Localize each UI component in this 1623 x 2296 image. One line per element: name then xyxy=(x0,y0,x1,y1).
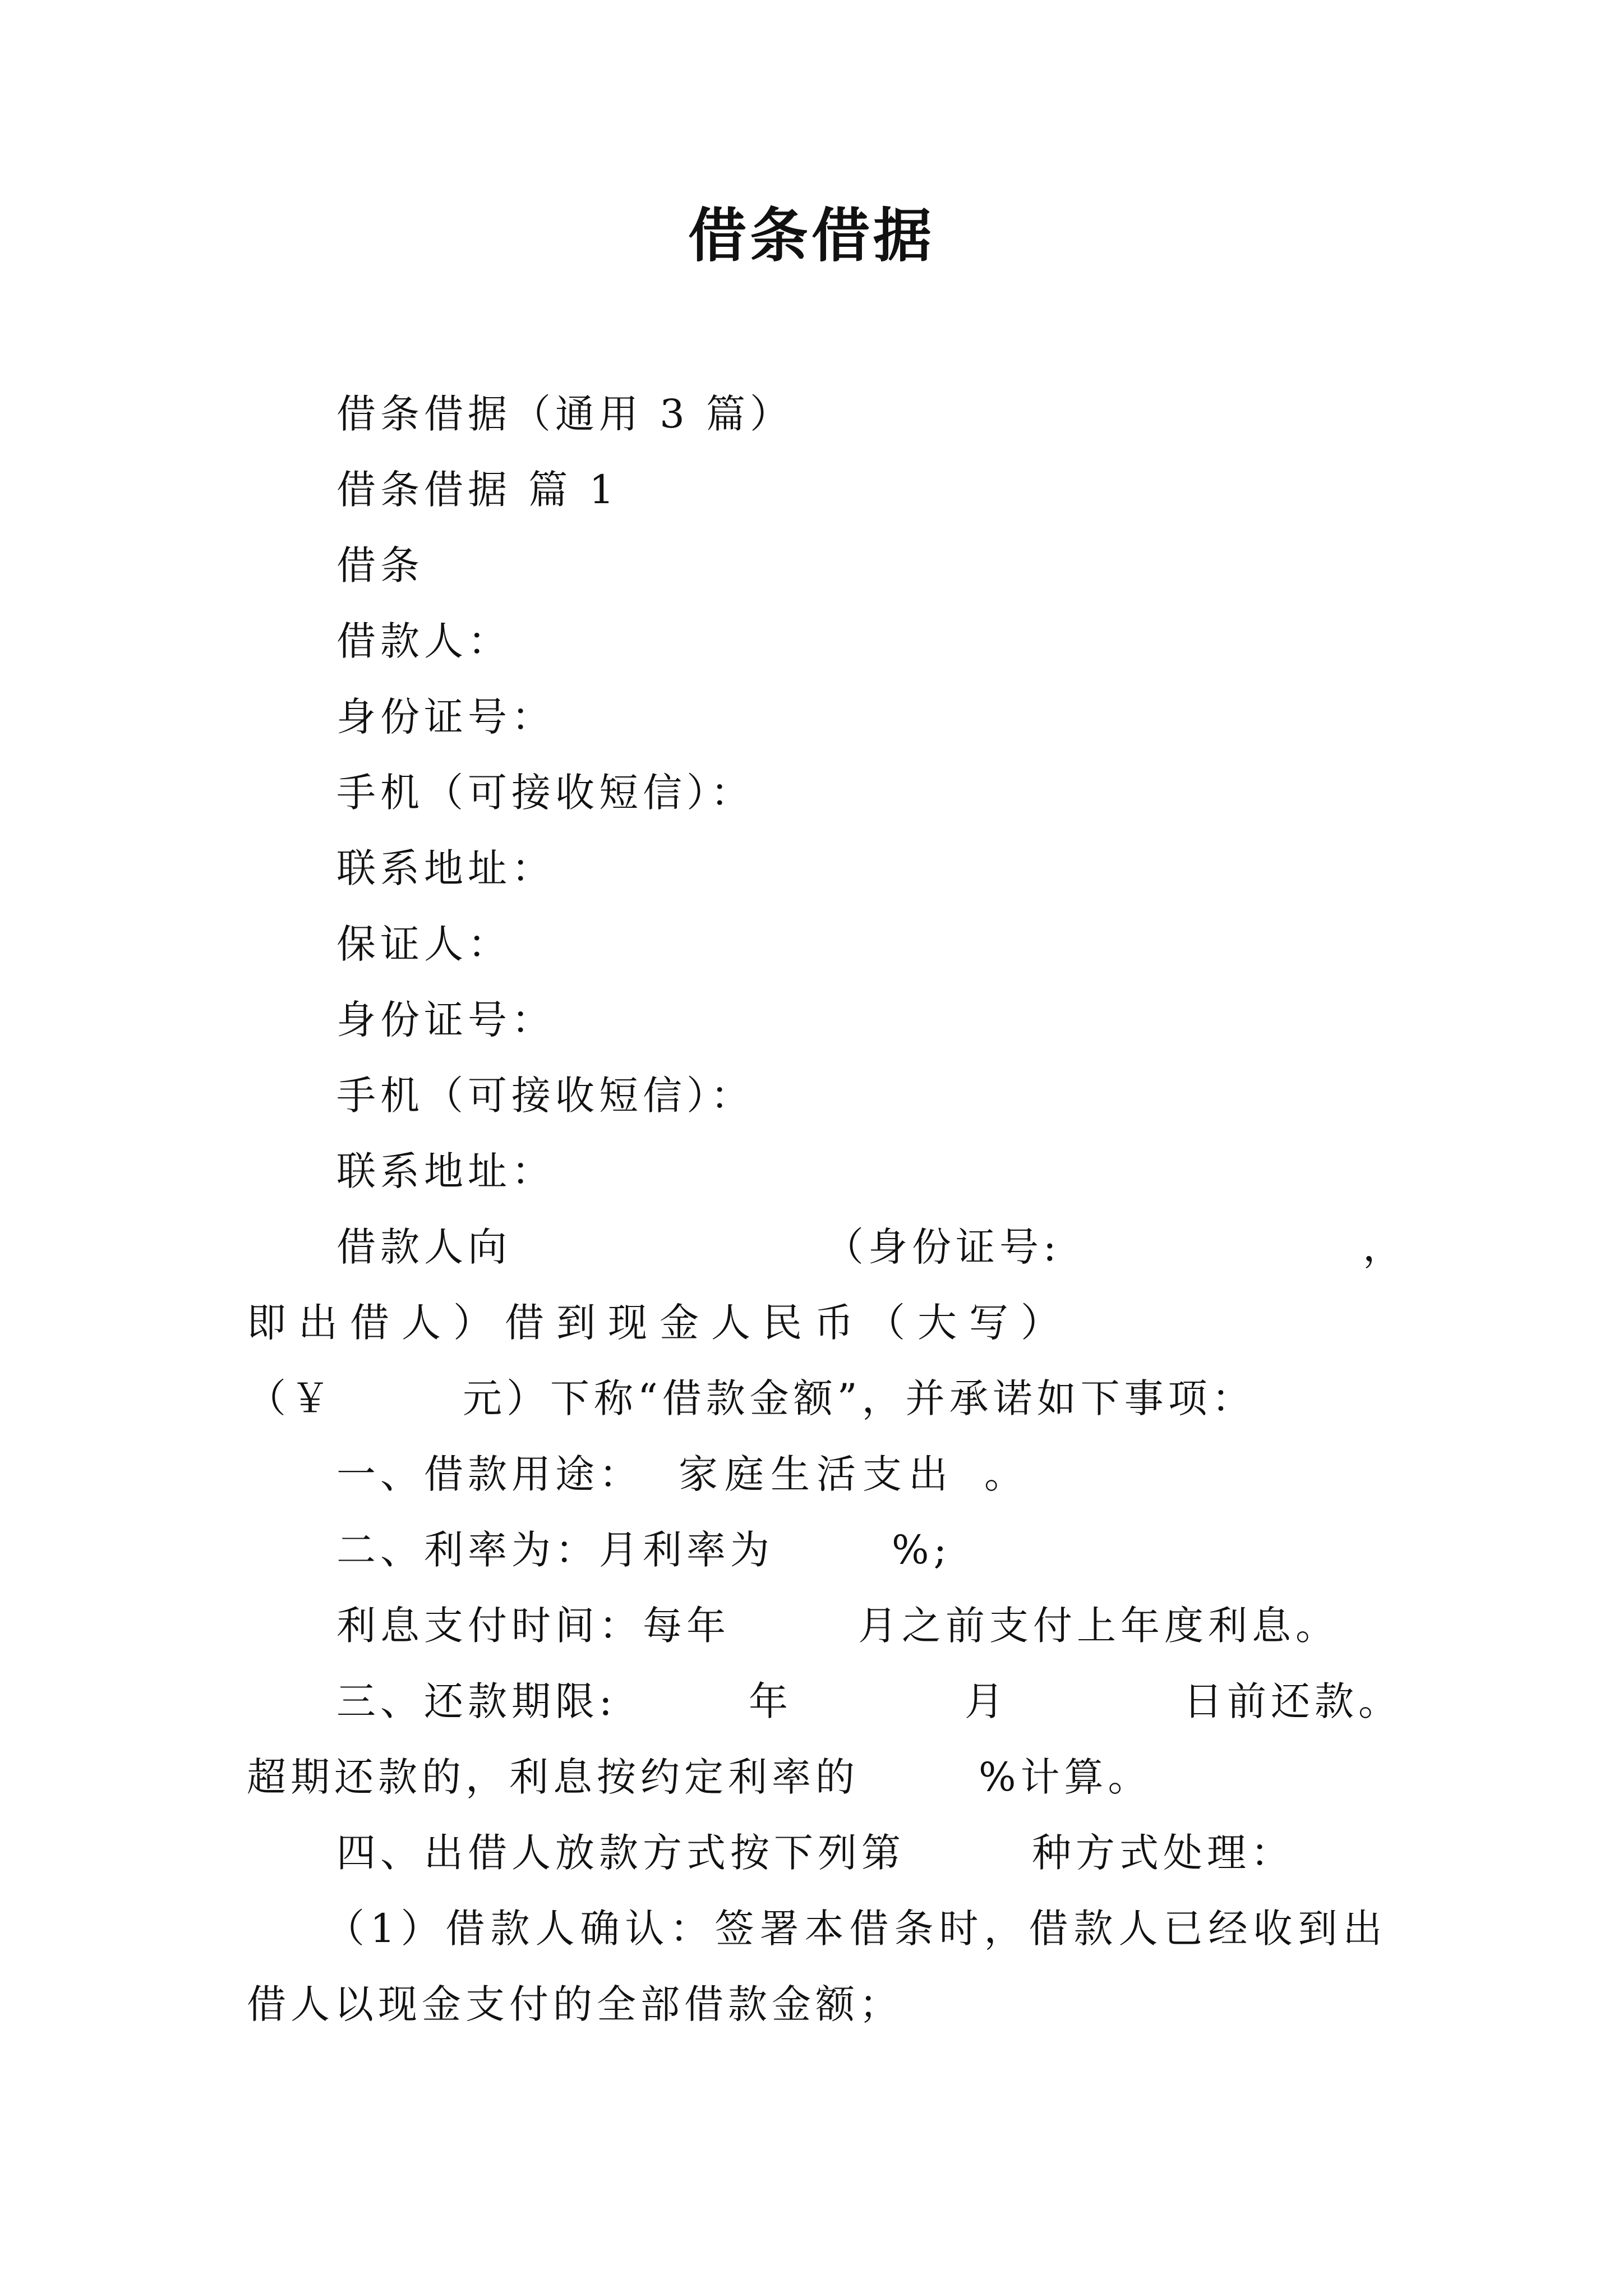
borrower-id-label: 身份证号： xyxy=(336,694,555,740)
interest-rate-label: 二、利率为：月利率为 xyxy=(336,1527,774,1573)
borrower-address-label: 联系地址： xyxy=(336,845,555,891)
amount-symbol: （￥ xyxy=(247,1375,334,1421)
purpose-label: 一、借款用途： xyxy=(336,1451,643,1497)
disbursement-option-1-cont: 借人以现金支付的全部借款金额； xyxy=(247,1981,903,2027)
loan-clause-line3: 元）下称“借款金额”，并承诺如下事项： xyxy=(463,1375,1256,1421)
interest-time-rest: 月之前支付上年度利息。 xyxy=(858,1603,1339,1649)
interest-time-label: 利息支付时间：每年 xyxy=(336,1603,730,1649)
repayment-deadline-label: 三、还款期限: xyxy=(336,1678,617,1724)
loan-clause-line2: 即出借人）借到现金人民币（大写） xyxy=(247,1300,1072,1346)
purpose-value: 家庭生活支出 xyxy=(679,1451,955,1497)
subtitle-line: 借条借据（通用 3 篇） xyxy=(336,391,794,437)
day-label: 日前还款。 xyxy=(1183,1678,1402,1724)
purpose-end: 。 xyxy=(984,1451,1028,1497)
comma: ， xyxy=(1363,1224,1407,1270)
borrower-phone-label: 手机（可接收短信）： xyxy=(336,770,754,816)
borrower-label: 借款人： xyxy=(336,618,511,664)
overdue-clause-end: %计算。 xyxy=(979,1754,1152,1800)
lender-id-label: （身份证号: xyxy=(824,1224,1061,1270)
loan-clause-start: 借款人向 xyxy=(336,1224,511,1270)
disbursement-option-1: （1）借款人确认：签署本借条时，借款人已经收到出 xyxy=(325,1906,1388,1952)
guarantor-address-label: 联系地址： xyxy=(336,1148,555,1194)
overdue-clause: 超期还款的，利息按约定利率的 xyxy=(247,1754,859,1800)
month-label: 月 xyxy=(965,1678,1008,1724)
disbursement-label: 四、出借人放款方式按下列第 xyxy=(336,1830,905,1876)
document-title: 借条借据 xyxy=(688,201,935,270)
section-heading: 借条借据 篇 1 xyxy=(336,467,619,513)
interest-rate-unit: %; xyxy=(892,1527,952,1573)
guarantor-id-label: 身份证号： xyxy=(336,997,555,1043)
note-heading: 借条 xyxy=(336,542,424,588)
guarantor-phone-label: 手机（可接收短信）： xyxy=(336,1073,754,1119)
disbursement-rest: 种方式处理： xyxy=(1032,1830,1294,1876)
year-label: 年 xyxy=(749,1678,792,1724)
guarantor-label: 保证人： xyxy=(336,921,511,967)
